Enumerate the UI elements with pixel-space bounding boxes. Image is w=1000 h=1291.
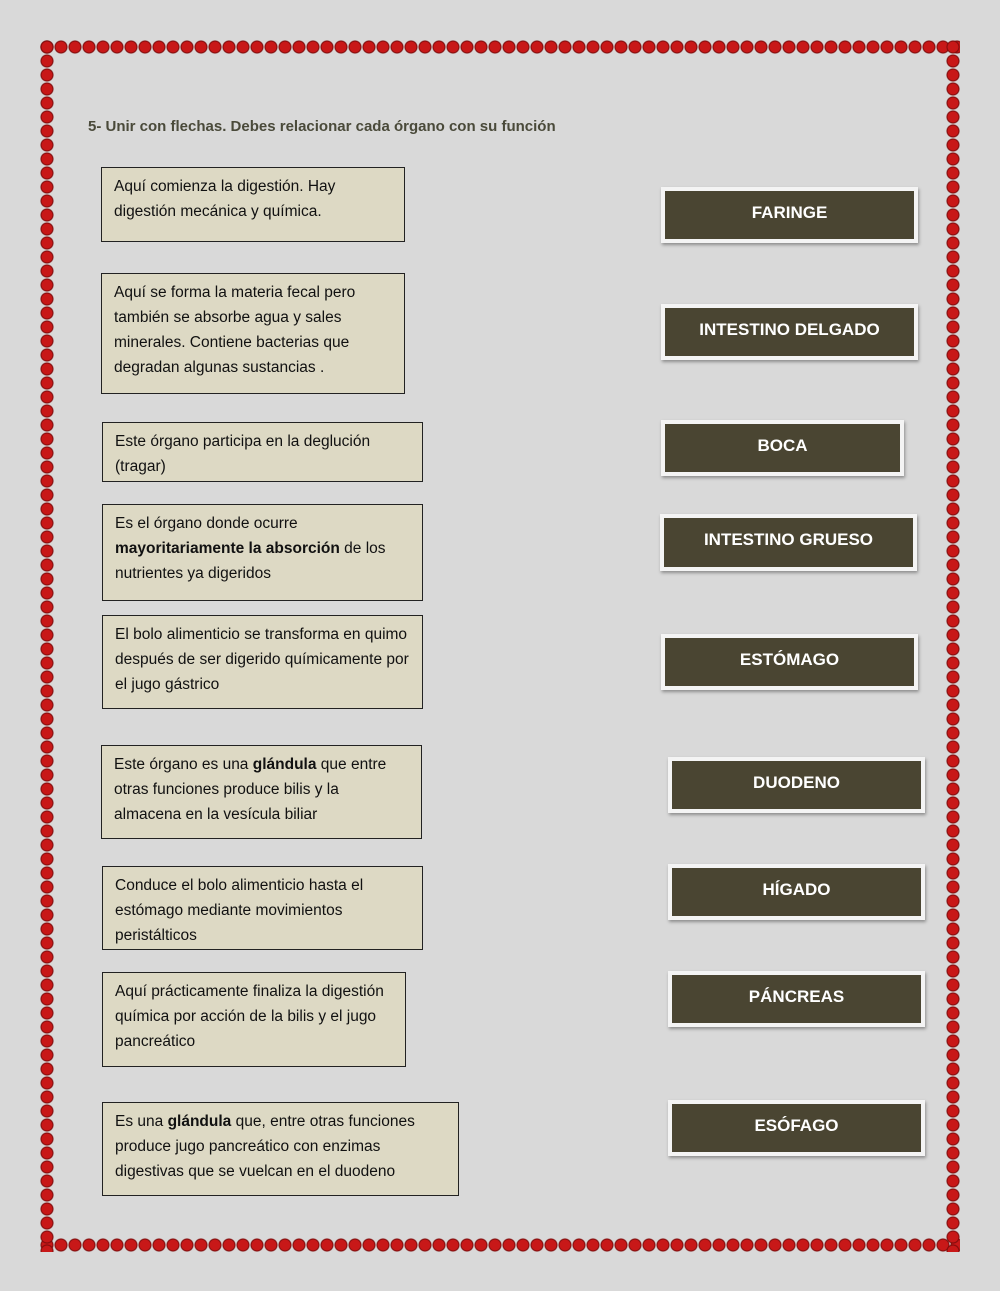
- border-top: [40, 40, 960, 54]
- organ-label-estomago[interactable]: ESTÓMAGO: [661, 634, 918, 690]
- exercise-title: 5- Unir con flechas. Debes relacionar cada órgano con su función: [88, 118, 556, 135]
- description-text: que, entre otras funciones produce jugo pancreático con enzimas digestivas que se vuelcan en el duodeno: [115, 1113, 415, 1180]
- description-emphasis: glándula: [252, 756, 317, 773]
- border-right: [946, 40, 960, 1252]
- organ-label-intestino-delgado[interactable]: INTESTINO DELGADO: [661, 304, 918, 360]
- description-text: Este órgano es una: [114, 756, 253, 773]
- description-box[interactable]: [101, 273, 405, 394]
- description-box[interactable]: [102, 615, 423, 709]
- organ-label-esofago[interactable]: ESÓFAGO: [668, 1100, 925, 1156]
- border-bottom: [40, 1238, 960, 1252]
- description-text: Aquí prácticamente finaliza la digestión química por acción de la bilis y el jugo pancreático: [115, 983, 384, 1050]
- description-text: Es una: [115, 1113, 168, 1130]
- description-box[interactable]: [101, 167, 405, 242]
- description-text: Conduce el bolo alimenticio hasta el estómago mediante movimientos peristálticos: [115, 877, 364, 944]
- description-text: Aquí se forma la materia fecal pero también se absorbe agua y sales minerales. Contiene bacterias que degradan algunas sustancias .: [114, 284, 356, 376]
- description-text: de los nutrientes ya digeridos: [115, 540, 386, 582]
- description-box[interactable]: [102, 1102, 459, 1196]
- organ-label-higado[interactable]: HÍGADO: [668, 864, 925, 920]
- description-box[interactable]: [102, 866, 423, 950]
- description-box[interactable]: [102, 972, 406, 1067]
- organ-label-pancreas[interactable]: PÁNCREAS: [668, 971, 925, 1027]
- description-emphasis: glándula: [167, 1113, 232, 1130]
- description-text: El bolo alimenticio se transforma en quimo después de ser digerido químicamente por el jugo gástrico: [115, 626, 409, 693]
- organ-label-duodeno[interactable]: DUODENO: [668, 757, 925, 813]
- description-text: que entre otras funciones produce bilis y la almacena en la vesícula biliar: [114, 756, 387, 823]
- description-box[interactable]: [101, 745, 422, 839]
- organ-label-faringe[interactable]: FARINGE: [661, 187, 918, 243]
- description-box[interactable]: [102, 504, 423, 601]
- description-text: Es el órgano donde ocurre: [115, 515, 298, 532]
- border-left: [40, 40, 54, 1252]
- description-text: Aquí comienza la digestión. Hay digestión mecánica y química.: [114, 178, 336, 220]
- description-emphasis: mayoritariamente la absorción: [115, 540, 340, 557]
- organ-label-boca[interactable]: BOCA: [661, 420, 904, 476]
- description-text: Este órgano participa en la deglución (tragar): [115, 433, 371, 475]
- organ-label-intestino-grueso[interactable]: INTESTINO GRUESO: [660, 514, 917, 571]
- description-box[interactable]: [102, 422, 423, 482]
